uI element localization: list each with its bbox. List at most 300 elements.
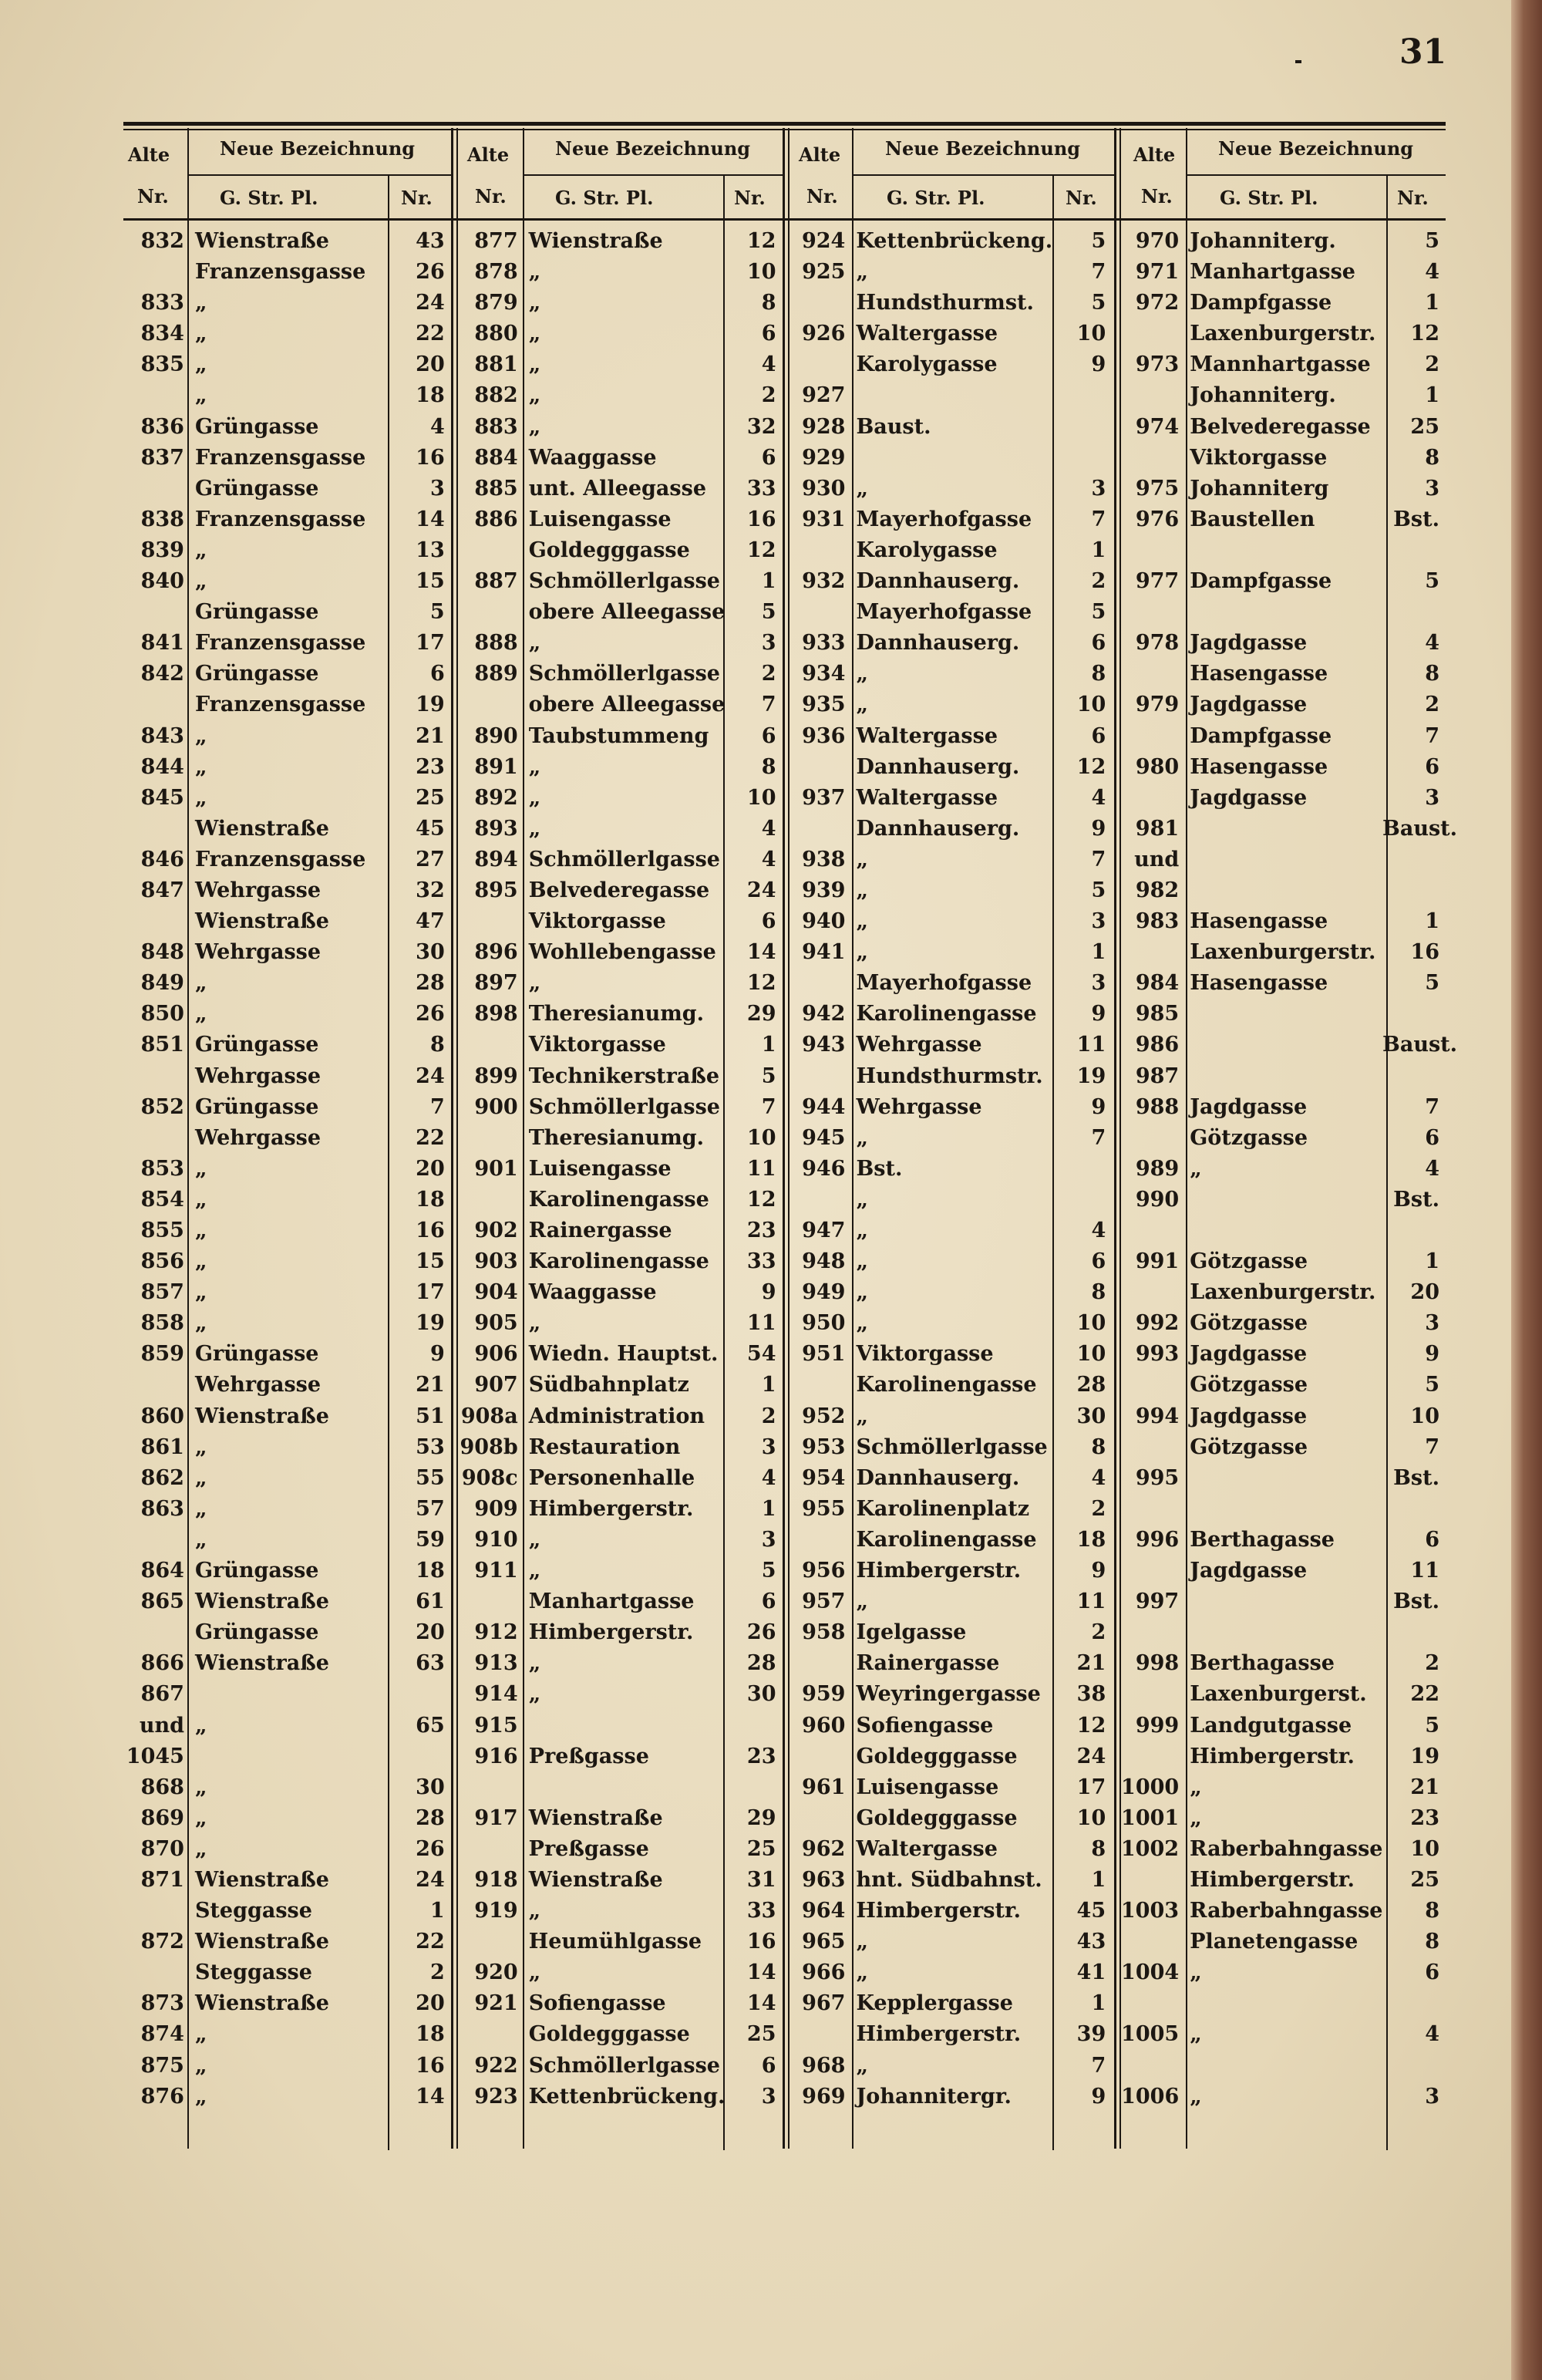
- new-nr-cell: [1382, 2051, 1446, 2082]
- alte-nr-cell: [1112, 1927, 1183, 1957]
- street-name-cell: „: [856, 1280, 868, 1305]
- new-nr-cell: 10: [1076, 1342, 1106, 1367]
- new-nr-cell: [388, 1741, 451, 1772]
- street-name-cell: Schmöllerlgasse: [528, 569, 720, 594]
- street-name-cell: Wienstraße: [528, 229, 663, 253]
- new-nr-cell: 1: [761, 1033, 776, 1057]
- street-name-cell: Schmöllerlgasse: [528, 2053, 720, 2078]
- table-row: [123, 535, 1446, 566]
- street-name-cell: [1183, 2051, 1382, 2082]
- alte-nr-cell: 975: [1135, 476, 1180, 501]
- street-name-cell: Schmöllerlgasse: [856, 1434, 1048, 1459]
- street-name-cell: Karolygasse: [856, 538, 998, 562]
- street-name-cell: „: [194, 1219, 207, 1242]
- alte-nr-cell: 853: [140, 1156, 184, 1181]
- street-name-cell: „: [194, 1496, 207, 1521]
- new-nr-cell: 7: [1091, 2053, 1106, 2078]
- street-name-cell: Wehrgasse: [194, 1125, 322, 1150]
- street-name-cell: „: [194, 1836, 207, 1861]
- street-name-cell: Wienstraße: [194, 816, 329, 841]
- new-nr-cell: 3: [761, 1434, 776, 1459]
- street-name-cell: Hasengasse: [1190, 662, 1328, 686]
- alte-nr-cell: [1112, 1617, 1183, 1648]
- new-nr-cell: 1: [1091, 1867, 1106, 1892]
- new-nr-cell: 24: [746, 878, 776, 902]
- alte-nr-cell: 870: [140, 1836, 184, 1861]
- new-nr-cell: 14: [416, 2084, 445, 2109]
- new-nr-cell: 28: [416, 1805, 445, 1830]
- alte-nr-cell: 917: [474, 1805, 518, 1830]
- street-name-cell: Kepplergasse: [856, 1991, 1013, 2016]
- street-name-cell: Viktorgasse: [1190, 445, 1328, 470]
- new-nr-cell: 6: [761, 1589, 776, 1614]
- street-name-cell: „: [528, 352, 541, 377]
- alte-nr-cell: 997: [1135, 1589, 1180, 1614]
- new-nr-cell: 65: [416, 1713, 445, 1738]
- street-name-cell: Jagdgasse: [1190, 1404, 1308, 1428]
- street-name-cell: Jagdgasse: [1190, 1342, 1308, 1367]
- new-nr-cell: 24: [416, 1867, 445, 1892]
- new-nr-cell: 8: [1425, 1930, 1439, 1954]
- table-row: [123, 752, 1446, 783]
- alte-nr-cell: 915: [474, 1713, 518, 1738]
- street-name-cell: Südbahnplatz: [528, 1373, 689, 1397]
- table-row: [123, 1896, 1446, 1927]
- alte-nr-cell: 846: [140, 847, 184, 871]
- alte-nr-cell: [1112, 1741, 1183, 1772]
- table-row: [123, 844, 1446, 875]
- new-nr-cell: 10: [746, 1125, 776, 1150]
- alte-nr-cell: 874: [140, 2022, 184, 2047]
- ink-mark: [1295, 60, 1301, 63]
- table-row: [123, 319, 1446, 349]
- new-nr-cell: 47: [416, 909, 445, 934]
- new-nr-cell: 1: [1091, 1991, 1106, 2016]
- street-name-cell: „: [1190, 1960, 1202, 1985]
- new-nr-cell: 24: [416, 291, 445, 315]
- new-nr-cell: 29: [746, 1002, 776, 1027]
- alte-nr-cell: 991: [1135, 1249, 1180, 1274]
- alte-nr-cell: 908c: [461, 1465, 518, 1490]
- street-name-cell: „: [1190, 1805, 1202, 1830]
- street-name-cell: „: [1190, 2022, 1202, 2047]
- new-nr-cell: 26: [416, 1836, 445, 1861]
- street-name-cell: Wienstraße: [194, 909, 329, 934]
- alte-nr-cell: 893: [474, 816, 518, 841]
- street-name-cell: Belvederegasse: [1190, 414, 1371, 439]
- street-name-cell: Jagdgasse: [1190, 631, 1308, 656]
- street-name-cell: „: [856, 1125, 868, 1150]
- alte-nr-cell: [123, 1061, 189, 1092]
- table-row: [123, 1463, 1446, 1494]
- street-name-cell: [1183, 844, 1382, 875]
- street-name-cell: Mayerhofgasse: [856, 971, 1032, 996]
- table-row: [123, 1648, 1446, 1679]
- new-nr-cell: 3: [1425, 2084, 1439, 2109]
- new-nr-cell: 1: [1091, 940, 1106, 965]
- alte-nr-cell: [1112, 1679, 1183, 1710]
- alte-nr-cell: 839: [140, 538, 184, 562]
- alte-nr-cell: 940: [802, 909, 846, 934]
- alte-nr-cell: [783, 288, 850, 319]
- street-name-cell: Viktorgasse: [856, 1342, 994, 1367]
- new-nr-cell: 3: [1091, 909, 1106, 934]
- table-row: [123, 1772, 1446, 1803]
- street-name-cell: „: [194, 322, 207, 346]
- new-nr-cell: 3: [1425, 1311, 1439, 1336]
- alte-nr-cell: 937: [802, 785, 846, 810]
- new-nr-cell: 9: [1091, 816, 1106, 841]
- street-name-cell: Grüngasse: [194, 414, 319, 439]
- alte-nr-cell: 959: [802, 1682, 846, 1707]
- new-nr-cell: 57: [416, 1496, 445, 1521]
- street-name-cell: Wiedn. Hauptst.: [528, 1342, 719, 1367]
- alte-nr-cell: 854: [140, 1187, 184, 1212]
- alte-nr-cell: [1112, 1556, 1183, 1586]
- table-row: [123, 288, 1446, 319]
- new-nr-cell: 1: [761, 1496, 776, 1521]
- street-name-cell: Taubstummeng: [528, 723, 709, 748]
- header-neue-bezeichnung: Neue Bezeichnung: [1218, 137, 1414, 160]
- new-nr-cell: 26: [746, 1620, 776, 1645]
- street-name-cell: Wienstraße: [194, 1589, 329, 1614]
- alte-nr-cell: und: [1134, 847, 1180, 871]
- alte-nr-cell: [1112, 1370, 1183, 1401]
- new-nr-cell: 4: [761, 1465, 776, 1490]
- new-nr-cell: 4: [429, 414, 445, 439]
- new-nr-cell: [388, 1679, 451, 1710]
- new-nr-cell: 6: [1091, 1249, 1106, 1274]
- new-nr-cell: 45: [416, 816, 445, 841]
- alte-nr-cell: 910: [474, 1527, 518, 1552]
- street-name-cell: [1183, 1494, 1382, 1525]
- header-alte-nr: Nr.: [806, 185, 838, 207]
- table-row: [123, 1030, 1458, 1060]
- street-name-cell: Dannhauserg.: [856, 1465, 1020, 1490]
- new-nr-cell: 14: [746, 1960, 776, 1985]
- street-name-cell: Himbergerstr.: [528, 1620, 694, 1645]
- street-name-cell: Luisengasse: [528, 1156, 672, 1181]
- street-name-cell: Wehrgasse: [194, 940, 322, 965]
- header-neue-bezeichnung: Neue Bezeichnung: [885, 137, 1081, 160]
- alte-nr-cell: 852: [140, 1094, 184, 1119]
- new-nr-cell: 23: [746, 1744, 776, 1768]
- street-name-cell: Rainergasse: [528, 1219, 672, 1242]
- street-name-cell: Wehrgasse: [856, 1033, 982, 1057]
- alte-nr-cell: 943: [802, 1033, 846, 1057]
- new-nr-cell: 25: [746, 2022, 776, 2047]
- new-nr-cell: 1: [1425, 383, 1439, 408]
- table-row: [123, 1401, 1446, 1432]
- new-nr-cell: 10: [1076, 1311, 1106, 1336]
- new-nr-cell: 1: [1091, 538, 1106, 562]
- alte-nr-cell: [123, 380, 189, 411]
- street-name-cell: [1183, 999, 1382, 1030]
- alte-nr-cell: [123, 689, 189, 720]
- new-nr-cell: 7: [1425, 1434, 1439, 1459]
- street-name-cell: Franzensgasse: [194, 631, 366, 656]
- alte-nr-cell: 867: [140, 1682, 184, 1707]
- new-nr-cell: 54: [746, 1342, 776, 1367]
- alte-nr-cell: 971: [1135, 260, 1180, 285]
- alte-nr-cell: [123, 1525, 189, 1556]
- alte-nr-cell: 987: [1135, 1064, 1180, 1088]
- new-nr-cell: [1049, 443, 1112, 474]
- new-nr-cell: 6: [761, 445, 776, 470]
- street-name-cell: Sofiengasse: [856, 1713, 994, 1738]
- alte-nr-cell: 857: [140, 1280, 184, 1305]
- street-name-cell: Himbergerstr.: [856, 1559, 1022, 1583]
- new-nr-cell: 59: [416, 1527, 445, 1552]
- new-nr-cell: 26: [416, 1002, 445, 1027]
- alte-nr-cell: 944: [802, 1094, 846, 1119]
- top-rule: [123, 122, 1446, 126]
- street-name-cell: „: [194, 1775, 207, 1799]
- alte-nr-cell: 840: [140, 569, 184, 594]
- alte-nr-cell: [783, 1803, 850, 1834]
- alte-nr-cell: 906: [474, 1342, 518, 1367]
- new-nr-cell: 25: [746, 1836, 776, 1861]
- street-name-cell: Laxenburgerstr.: [1190, 940, 1376, 965]
- table-row: [123, 1339, 1446, 1370]
- new-nr-cell: 4: [761, 847, 776, 871]
- street-name-cell: Raberbahngasse: [1190, 1899, 1383, 1923]
- new-nr-cell: 8: [1091, 662, 1106, 686]
- alte-nr-cell: 925: [802, 260, 846, 285]
- alte-nr-cell: 851: [140, 1033, 184, 1057]
- street-name-cell: Hasengasse: [1190, 971, 1328, 996]
- alte-nr-cell: 868: [140, 1775, 184, 1799]
- street-name-cell: „: [528, 1960, 541, 1985]
- new-nr-cell: 9: [429, 1342, 445, 1367]
- alte-nr-cell: 878: [474, 260, 518, 285]
- header-alte: Alte: [128, 143, 170, 166]
- street-name-cell: Dannhauserg.: [856, 754, 1020, 779]
- street-name-cell: Waltergasse: [856, 723, 998, 748]
- new-nr-cell: 11: [746, 1156, 776, 1181]
- table-row: [123, 443, 1446, 474]
- new-nr-cell: 25: [1410, 1867, 1439, 1892]
- table-row: [123, 1927, 1446, 1957]
- street-name-cell: Technikerstraße: [528, 1064, 720, 1088]
- alte-nr-cell: 903: [474, 1249, 518, 1274]
- street-name-cell: Wienstraße: [528, 1867, 663, 1892]
- alte-nr-cell: 955: [802, 1496, 846, 1521]
- new-nr-cell: 11: [1076, 1589, 1106, 1614]
- new-nr-cell: 43: [1076, 1930, 1106, 1954]
- alte-nr-cell: 964: [801, 1899, 846, 1923]
- new-nr-cell: 21: [1076, 1651, 1106, 1676]
- new-nr-cell: 1: [1425, 909, 1439, 934]
- street-name-cell: Karolinengasse: [528, 1249, 709, 1274]
- alte-nr-cell: 941: [802, 940, 846, 965]
- street-name-cell: Theresianumg.: [528, 1125, 705, 1150]
- alte-nr-cell: [123, 1370, 189, 1401]
- alte-nr-cell: [1112, 1215, 1183, 1246]
- alte-nr-cell: 876: [140, 2084, 184, 2109]
- street-name-cell: Berthagasse: [1190, 1651, 1335, 1676]
- alte-nr-cell: 939: [802, 878, 846, 902]
- alte-nr-cell: 858: [140, 1311, 184, 1336]
- alte-nr-cell: [451, 597, 523, 628]
- alte-nr-cell: 908b: [460, 1434, 518, 1459]
- table-row: [123, 504, 1446, 535]
- alte-nr-cell: 922: [474, 2053, 518, 2078]
- street-name-cell: „: [194, 1249, 207, 1274]
- new-nr-cell: 2: [1425, 693, 1439, 717]
- table-row: [123, 380, 1446, 411]
- alte-nr-cell: 885: [474, 476, 518, 501]
- new-nr-cell: 12: [746, 971, 776, 996]
- street-name-cell: „: [528, 1311, 541, 1336]
- new-nr-cell: 4: [1425, 1156, 1439, 1181]
- new-nr-cell: 9: [1091, 2084, 1106, 2109]
- new-nr-cell: 10: [1076, 693, 1106, 717]
- new-nr-cell: 22: [416, 1125, 445, 1150]
- header-nr: Nr.: [1397, 187, 1429, 209]
- new-nr-cell: 12: [1076, 1713, 1106, 1738]
- table-row: [123, 1556, 1446, 1586]
- street-name-cell: Manhartgasse: [1190, 260, 1355, 285]
- new-nr-cell: 23: [416, 754, 445, 779]
- alte-nr-cell: [451, 2019, 523, 2050]
- street-name-cell: Karolinengasse: [528, 1187, 709, 1212]
- street-name-cell: Mayerhofgasse: [856, 600, 1032, 625]
- new-nr-cell: Baust.: [1382, 816, 1458, 841]
- new-nr-cell: 3: [1091, 971, 1106, 996]
- alte-nr-cell: 832: [140, 229, 184, 253]
- new-nr-cell: [1049, 412, 1112, 443]
- alte-nr-cell: 994: [1135, 1404, 1180, 1428]
- street-name-cell: „: [194, 1187, 207, 1212]
- new-nr-cell: 5: [761, 1559, 776, 1583]
- street-name-cell: Laxenburgerstr.: [1190, 322, 1376, 346]
- table-row: [123, 257, 1446, 288]
- new-nr-cell: 18: [1076, 1527, 1106, 1552]
- new-nr-cell: 13: [416, 538, 445, 562]
- new-nr-cell: Baust.: [1382, 1033, 1458, 1057]
- alte-nr-cell: [783, 1648, 850, 1679]
- street-name-cell: Laxenburgerstr.: [1190, 1280, 1376, 1305]
- header-nr: Nr.: [401, 187, 433, 209]
- new-nr-cell: 9: [1091, 352, 1106, 377]
- alte-nr-cell: 887: [474, 569, 518, 594]
- new-nr-cell: 43: [416, 229, 445, 253]
- alte-nr-cell: 863: [140, 1496, 184, 1521]
- alte-nr-cell: [1112, 2051, 1183, 2082]
- new-nr-cell: 5: [1425, 569, 1439, 594]
- alte-nr-cell: [123, 474, 189, 504]
- new-nr-cell: 5: [1425, 1373, 1439, 1397]
- alte-nr-cell: 844: [140, 754, 184, 779]
- street-name-cell: Johanniterg.: [1190, 229, 1336, 253]
- new-nr-cell: 6: [761, 322, 776, 346]
- street-name-cell: „: [528, 1527, 541, 1552]
- new-nr-cell: 8: [429, 1033, 445, 1057]
- street-name-cell: „: [194, 2053, 207, 2078]
- new-nr-cell: 45: [1076, 1899, 1106, 1923]
- street-name-cell: Goldegggasse: [528, 538, 690, 562]
- street-name-cell: [1183, 1030, 1382, 1060]
- alte-nr-cell: 845: [140, 785, 184, 810]
- new-nr-cell: [1382, 1061, 1446, 1092]
- alte-nr-cell: 901: [474, 1156, 518, 1181]
- new-nr-cell: 9: [761, 1280, 776, 1305]
- table-row: [123, 1525, 1446, 1556]
- street-name-cell: Karolinengasse: [856, 1002, 1037, 1027]
- alte-nr-cell: 847: [140, 878, 184, 902]
- new-nr-cell: 21: [416, 1373, 445, 1397]
- street-name-cell: Götzgasse: [1190, 1373, 1308, 1397]
- table-row: [123, 2051, 1446, 2082]
- subheader-rule: [524, 174, 783, 176]
- table-row: [123, 1308, 1446, 1339]
- new-nr-cell: 10: [1410, 1836, 1439, 1861]
- new-nr-cell: 19: [416, 1311, 445, 1336]
- new-nr-cell: 2: [1091, 1620, 1106, 1645]
- header-g-str-pl: G. Str. Pl.: [220, 187, 318, 209]
- street-name-cell: „: [856, 1589, 868, 1614]
- street-name-cell: hnt. Südbahnst.: [856, 1867, 1042, 1892]
- street-name-cell: Grüngasse: [194, 1094, 319, 1119]
- alte-nr-cell: [1112, 937, 1183, 968]
- street-name-cell: „: [194, 1465, 207, 1490]
- alte-nr-cell: 969: [802, 2084, 846, 2109]
- subheader-rule: [853, 174, 1114, 176]
- street-name-cell: Himbergerstr.: [1190, 1867, 1355, 1892]
- street-name-cell: Grüngasse: [194, 1559, 319, 1583]
- new-nr-cell: 27: [416, 847, 445, 871]
- new-nr-cell: 18: [416, 383, 445, 408]
- new-nr-cell: 15: [416, 1249, 445, 1274]
- street-name-cell: „: [856, 1960, 868, 1985]
- alte-nr-cell: [783, 535, 850, 566]
- street-name-cell: Wienstraße: [528, 1805, 663, 1830]
- alte-nr-cell: und: [139, 1713, 184, 1738]
- new-nr-cell: 16: [1410, 940, 1439, 965]
- street-name-cell: [1183, 1215, 1382, 1246]
- alte-nr-cell: 1002: [1120, 1836, 1180, 1861]
- alte-nr-cell: 982: [1135, 878, 1180, 902]
- table-row: [123, 1494, 1446, 1525]
- alte-nr-cell: 1003: [1120, 1899, 1180, 1923]
- alte-nr-cell: [1112, 1494, 1183, 1525]
- street-name-cell: „: [194, 1002, 207, 1027]
- header-alte: Alte: [467, 143, 510, 166]
- street-name-cell: Grüngasse: [194, 1033, 319, 1057]
- new-nr-cell: 1: [429, 1899, 445, 1923]
- new-nr-cell: 10: [746, 785, 776, 810]
- street-name-cell: Götzgasse: [1190, 1311, 1308, 1336]
- new-nr-cell: [1049, 1154, 1112, 1185]
- street-name-cell: „: [856, 1404, 868, 1428]
- new-nr-cell: 16: [746, 1930, 776, 1954]
- new-nr-cell: 5: [1091, 878, 1106, 902]
- street-name-cell: „: [194, 1311, 207, 1336]
- alte-nr-cell: 936: [802, 723, 846, 748]
- street-name-cell: „: [194, 971, 207, 996]
- table-row: [123, 1679, 1446, 1710]
- alte-nr-cell: 930: [802, 476, 846, 501]
- table-row: [123, 1370, 1446, 1401]
- table-row: [123, 1215, 1446, 1246]
- street-name-cell: „: [194, 1805, 207, 1830]
- new-nr-cell: [722, 1711, 783, 1741]
- street-name-cell: „: [528, 414, 541, 439]
- new-nr-cell: 53: [416, 1434, 445, 1459]
- street-name-cell: „: [528, 322, 541, 346]
- street-name-cell: „: [528, 754, 541, 779]
